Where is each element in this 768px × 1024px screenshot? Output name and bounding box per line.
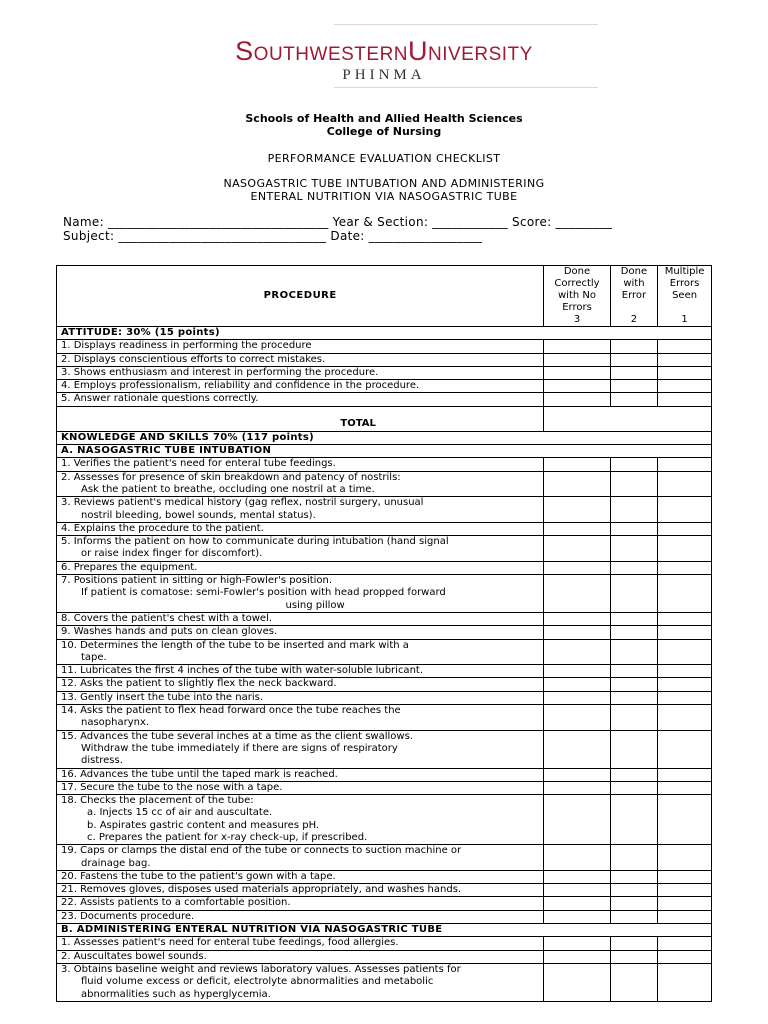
- meta-line-subject: Subject: _________________________________ Date: __________________: [63, 229, 483, 243]
- table-row: 16. Advances the tube until the taped mark is reached.: [57, 768, 712, 781]
- score-cell-1[interactable]: [658, 575, 712, 613]
- score-cell-2[interactable]: [610, 575, 657, 613]
- score-cell-3[interactable]: [544, 870, 610, 883]
- score-header-2: Done with Error 2: [610, 266, 657, 327]
- score-cell-1[interactable]: [658, 910, 712, 923]
- score-cell-1[interactable]: [658, 678, 712, 691]
- table-row: 2. Auscultates bowel sounds.: [57, 950, 712, 963]
- score-cell-3[interactable]: [544, 393, 610, 406]
- score-cell-3[interactable]: [544, 639, 610, 665]
- score-cell-3[interactable]: [544, 575, 610, 613]
- score-cell-1[interactable]: [658, 730, 712, 768]
- score-cell-3[interactable]: [544, 471, 610, 497]
- score-cell-1[interactable]: [658, 963, 712, 1001]
- score-cell-1[interactable]: [658, 497, 712, 523]
- score-cell-1[interactable]: [658, 522, 712, 535]
- score-cell-1[interactable]: [658, 665, 712, 678]
- score-cell-2[interactable]: [610, 458, 657, 471]
- table-row: 2. Displays conscientious efforts to correct mistakes.: [57, 353, 712, 366]
- score-cell-1[interactable]: [658, 845, 712, 871]
- score-cell-3[interactable]: [544, 678, 610, 691]
- score-cell-2[interactable]: [610, 910, 657, 923]
- table-row: 22. Assists patients to a comfortable position.: [57, 897, 712, 910]
- table-row: 3. Obtains baseline weight and reviews laboratory values. Assesses patients for fluid volume excess or deficit, electrolyte abnormalities and metabolic abnormalities such as hyperglycemia.: [57, 963, 712, 1001]
- score-cell-1[interactable]: [658, 353, 712, 366]
- table-row: 6. Prepares the equipment.: [57, 561, 712, 574]
- section-row: [57, 924, 712, 937]
- score-cell-1[interactable]: [658, 691, 712, 704]
- score-cell-1[interactable]: [658, 950, 712, 963]
- score-cell-3[interactable]: [544, 458, 610, 471]
- score-cell-1[interactable]: [658, 380, 712, 393]
- score-cell-1[interactable]: [658, 639, 712, 665]
- school-name: Schools of Health and Allied Health Sciences: [245, 112, 523, 125]
- score-cell-3[interactable]: [544, 366, 610, 379]
- table-row: 4. Explains the procedure to the patient.: [57, 522, 712, 535]
- score-cell-2[interactable]: [610, 705, 657, 731]
- score-cell-3[interactable]: [544, 845, 610, 871]
- score-cell-3[interactable]: [544, 795, 610, 845]
- score-cell-2[interactable]: [610, 536, 657, 562]
- score-cell-1[interactable]: [658, 795, 712, 845]
- table-row: 2. Assesses for presence of skin breakdown and patency of nostrils: Ask the patient to breathe, occluding one nostril at a time.: [57, 471, 712, 497]
- college-name: College of Nursing: [326, 125, 442, 138]
- knowledge-title: KNOWLEDGE AND SKILLS 70% (117 points): [57, 431, 712, 444]
- table-row: 10. Determines the length of the tube to be inserted and mark with a tape.: [57, 639, 712, 665]
- score-cell-3[interactable]: [544, 897, 610, 910]
- score-cell-1[interactable]: [658, 340, 712, 353]
- table-row: 9. Washes hands and puts on clean gloves.: [57, 626, 712, 639]
- table-row: 13. Gently insert the tube into the naris.: [57, 691, 712, 704]
- score-cell-2[interactable]: [610, 353, 657, 366]
- score-cell-2[interactable]: [610, 393, 657, 406]
- section-row: [57, 327, 712, 340]
- table-row: 11. Lubricates the first 4 inches of the tube with water-soluble lubricant.: [57, 665, 712, 678]
- score-cell-3[interactable]: [544, 963, 610, 1001]
- document-title-line2: ENTERAL NUTRITION VIA NASOGASTRIC TUBE: [250, 190, 518, 203]
- table-row: 5. Informs the patient on how to communicate during intubation (hand signal or raise index finger for discomfort).: [57, 536, 712, 562]
- score-cell-2[interactable]: [610, 522, 657, 535]
- table-row: 4. Employs professionalism, reliability and confidence in the procedure.: [57, 380, 712, 393]
- score-cell-2[interactable]: [610, 380, 657, 393]
- score-cell-3[interactable]: [544, 950, 610, 963]
- table-row: 12. Asks the patient to slightly flex the neck backward.: [57, 678, 712, 691]
- score-cell-2[interactable]: [610, 897, 657, 910]
- score-cell-3[interactable]: [544, 522, 610, 535]
- score-cell-2[interactable]: [610, 497, 657, 523]
- score-cell-1[interactable]: [658, 937, 712, 950]
- score-cell-1[interactable]: [658, 393, 712, 406]
- logo-top-rule: [334, 24, 598, 25]
- score-cell-2[interactable]: [610, 471, 657, 497]
- table-row: 8. Covers the patient's chest with a towel.: [57, 612, 712, 625]
- total-label: TOTAL: [57, 406, 544, 431]
- table-row: 3. Shows enthusiasm and interest in performing the procedure.: [57, 366, 712, 379]
- score-cell-2[interactable]: [610, 665, 657, 678]
- table-row: 1. Verifies the patient's need for enteral tube feedings.: [57, 458, 712, 471]
- score-cell-2[interactable]: [610, 963, 657, 1001]
- score-cell-3[interactable]: [544, 497, 610, 523]
- table-row: 17. Secure the tube to the nose with a tape.: [57, 781, 712, 794]
- score-cell-3[interactable]: [544, 380, 610, 393]
- document-title-line1: NASOGASTRIC TUBE INTUBATION AND ADMINISTERING: [223, 177, 545, 190]
- table-header-row: [57, 266, 712, 327]
- score-cell-2[interactable]: [610, 366, 657, 379]
- section-a-title: A. NASOGASTRIC TUBE INTUBATION: [57, 445, 712, 458]
- table-row: 5. Answer rationale questions correctly.: [57, 393, 712, 406]
- score-cell-2[interactable]: [610, 561, 657, 574]
- score-cell-2[interactable]: [610, 768, 657, 781]
- score-cell-3[interactable]: [544, 768, 610, 781]
- score-cell-1[interactable]: [658, 897, 712, 910]
- table-row: 3. Reviews patient's medical history (gag reflex, nostril surgery, unusual nostril bleeding, bowel sounds, mental status).: [57, 497, 712, 523]
- section-row: [57, 445, 712, 458]
- score-cell-1[interactable]: [658, 626, 712, 639]
- score-cell-3[interactable]: [544, 910, 610, 923]
- procedure-header: PROCEDURE: [57, 266, 544, 327]
- table-row: 23. Documents procedure.: [57, 910, 712, 923]
- score-cell-1[interactable]: [658, 884, 712, 897]
- score-cell-1[interactable]: [658, 781, 712, 794]
- table-row: 21. Removes gloves, disposes used materials appropriately, and washes hands.: [57, 884, 712, 897]
- score-cell-3[interactable]: [544, 705, 610, 731]
- score-cell-2[interactable]: [610, 639, 657, 665]
- score-cell-1[interactable]: [658, 612, 712, 625]
- score-cell-1[interactable]: [658, 458, 712, 471]
- score-cell-2[interactable]: [610, 795, 657, 845]
- score-cell-2[interactable]: [610, 845, 657, 871]
- section-b-title: B. ADMINISTERING ENTERAL NUTRITION VIA NASOGASTRIC TUBE: [57, 924, 712, 937]
- logo-title: SouthwesternUniversity: [235, 36, 533, 66]
- score-header-3: Done Correctly with No Errors 3: [544, 266, 610, 327]
- score-cell-3[interactable]: [544, 884, 610, 897]
- score-cell-2[interactable]: [610, 730, 657, 768]
- score-cell-1[interactable]: [658, 870, 712, 883]
- table-row: 14. Asks the patient to flex head forward once the tube reaches the nasopharynx.: [57, 705, 712, 731]
- score-header-1: Multiple Errors Seen 1: [658, 266, 712, 327]
- table-row: 1. Displays readiness in performing the procedure: [57, 340, 712, 353]
- score-cell-2[interactable]: [610, 937, 657, 950]
- score-cell-2[interactable]: [610, 691, 657, 704]
- score-cell-2[interactable]: [610, 781, 657, 794]
- score-cell-2[interactable]: [610, 884, 657, 897]
- score-cell-1[interactable]: [658, 705, 712, 731]
- score-cell-2[interactable]: [610, 950, 657, 963]
- score-cell-2[interactable]: [610, 678, 657, 691]
- table-row: 7. Positions patient in sitting or high-Fowler's position. If patient is comatose: semi-Fowler's position with head propped forward using pillow: [57, 575, 712, 613]
- checklist-table: [56, 265, 712, 1002]
- score-cell-1[interactable]: [658, 366, 712, 379]
- score-cell-1[interactable]: [658, 536, 712, 562]
- score-cell-3[interactable]: [544, 781, 610, 794]
- score-cell-3[interactable]: [544, 340, 610, 353]
- score-cell-3[interactable]: [544, 730, 610, 768]
- total-row: [57, 406, 712, 431]
- score-cell-2[interactable]: [610, 626, 657, 639]
- score-cell-3[interactable]: [544, 691, 610, 704]
- table-row: 20. Fastens the tube to the patient's gown with a tape.: [57, 870, 712, 883]
- attitude-title: ATTITUDE: 30% (15 points): [57, 327, 712, 340]
- score-cell-1[interactable]: [658, 471, 712, 497]
- score-cell-3[interactable]: [544, 937, 610, 950]
- score-cell-1[interactable]: [658, 768, 712, 781]
- table-row: 18. Checks the placement of the tube: a. Injects 15 cc of air and auscultate. b. Aspirates gastric content and measures pH. c. Prepares the patient for x-ray check-up, if prescribed.: [57, 795, 712, 845]
- table-row: 15. Advances the tube several inches at a time as the client swallows. Withdraw the tube immediately if there are signs of respiratory distress.: [57, 730, 712, 768]
- score-cell-3[interactable]: [544, 665, 610, 678]
- score-cell-3[interactable]: [544, 612, 610, 625]
- score-cell-1[interactable]: [658, 561, 712, 574]
- score-cell-2[interactable]: [610, 870, 657, 883]
- meta-line-name: Name: ___________________________________ Year & Section: ____________ Score: _________: [63, 215, 613, 229]
- logo-bottom-rule: [334, 87, 598, 88]
- total-score-cell[interactable]: [544, 406, 712, 431]
- table-row: 19. Caps or clamps the distal end of the tube or connects to suction machine or drainage bag.: [57, 845, 712, 871]
- document-type: PERFORMANCE EVALUATION CHECKLIST: [267, 152, 501, 165]
- score-cell-3[interactable]: [544, 353, 610, 366]
- section-row: [57, 431, 712, 444]
- score-cell-3[interactable]: [544, 561, 610, 574]
- score-cell-3[interactable]: [544, 626, 610, 639]
- score-cell-2[interactable]: [610, 612, 657, 625]
- score-cell-3[interactable]: [544, 536, 610, 562]
- table-row: 1. Assesses patient's need for enteral tube feedings, food allergies.: [57, 937, 712, 950]
- score-cell-2[interactable]: [610, 340, 657, 353]
- logo-subtitle: PHINMA: [342, 67, 426, 83]
